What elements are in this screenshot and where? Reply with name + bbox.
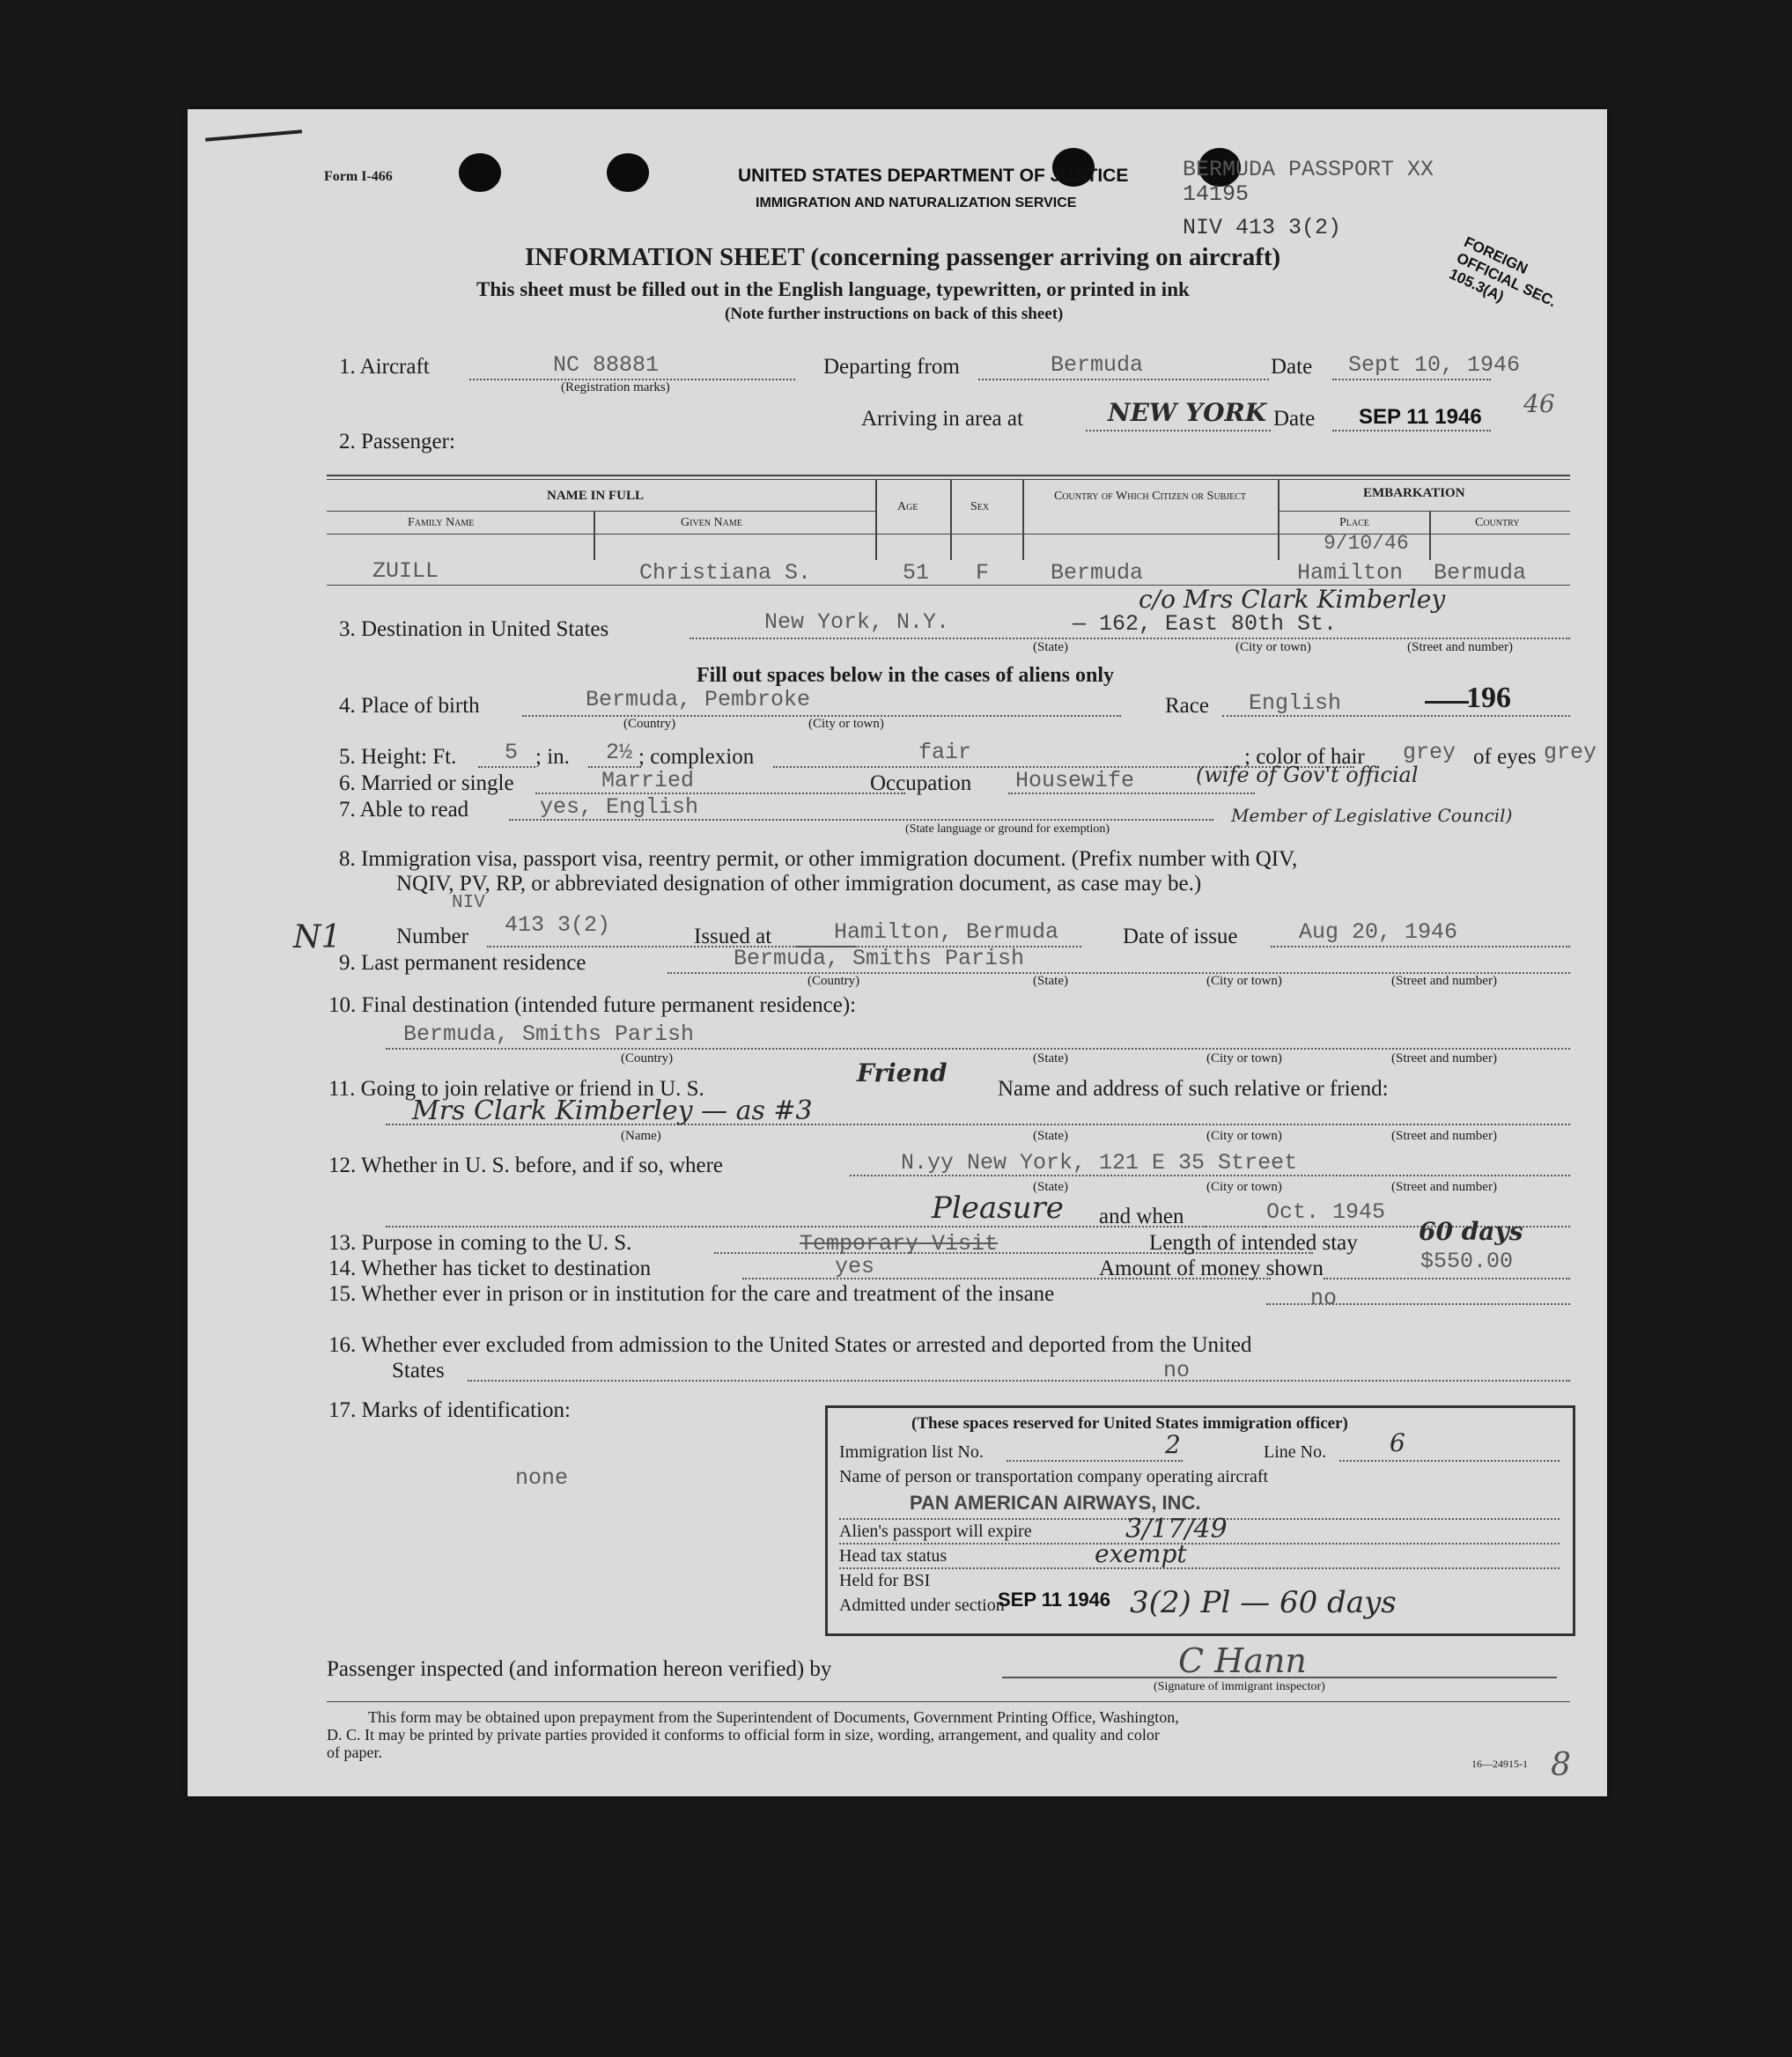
punch-hole	[459, 153, 501, 192]
caption-state: (State)	[1033, 640, 1068, 654]
fill-line	[1332, 379, 1491, 380]
friend-name-value: Mrs Clark Kimberley — as #3	[412, 1095, 813, 1126]
head-tax-label: Head tax status	[839, 1546, 948, 1566]
destination-address: — 162, East 80th St.	[1073, 611, 1338, 637]
q5-label: 5. Height: Ft.	[339, 745, 457, 769]
hair-label: ; color of hair	[1244, 745, 1365, 769]
money-value: $550.00	[1420, 1249, 1514, 1274]
occupation-label: Occupation	[870, 771, 972, 795]
instruction-2: (Note further instructions on back of this sheet)	[725, 305, 1064, 323]
caption-state: (State)	[1033, 974, 1068, 988]
page-mark: 8	[1551, 1747, 1571, 1783]
fill-line	[1007, 1460, 1183, 1462]
caption-state: (State)	[1033, 1051, 1068, 1065]
q16-label-2: States	[392, 1359, 445, 1382]
complexion-value: fair	[918, 740, 972, 765]
operator-value: PAN AMERICAN AIRWAYS, INC.	[910, 1492, 1201, 1514]
table-divider	[1022, 479, 1024, 560]
caption-country: (Country)	[808, 974, 860, 988]
fill-line	[839, 1567, 1560, 1569]
arrival-date-label: Date	[1273, 407, 1316, 431]
fill-line	[478, 766, 535, 768]
caption-country: (Country)	[621, 1051, 674, 1065]
q2-label: 2. Passenger:	[339, 430, 455, 453]
service-heading: IMMIGRATION AND NATURALIZATION SERVICE	[756, 195, 1077, 210]
fill-line	[1271, 946, 1570, 947]
q8-label: 8. Immigration visa, passport visa, reentry permit, or other immigration document. (Prefix number with QIV,	[339, 847, 1298, 871]
caption-country: (Country)	[623, 717, 676, 731]
instruction-1: This sheet must be filled out in the English language, typewritten, or printed in ink	[476, 278, 1190, 300]
fill-line	[1339, 1460, 1560, 1462]
citizen-value: Bermuda	[1051, 560, 1144, 586]
marital-value: Married	[601, 768, 695, 793]
date-label: Date	[1271, 355, 1313, 379]
header-age: Age	[897, 500, 918, 513]
passport-line-1: BERMUDA PASSPORT XX	[1183, 157, 1434, 182]
when-value: Oct. 1945	[1266, 1199, 1386, 1225]
q12-label: 12. Whether in U. S. before, and if so, where	[328, 1154, 724, 1177]
fill-line	[1324, 1278, 1570, 1279]
q1-label: 1. Aircraft	[339, 355, 430, 379]
inches-label: ; in.	[535, 745, 570, 769]
caption-city: (City or town)	[1206, 1129, 1282, 1143]
footer-line-1: This form may be obtained upon prepayment from the Superintendent of Documents, Government Printing Office, Washington,	[368, 1708, 1179, 1726]
q10-label: 10. Final destination (intended future permanent residence):	[328, 993, 857, 1017]
q7-label: 7. Able to read	[339, 798, 469, 822]
friend-name-label: Name and address of such relative or friend:	[998, 1077, 1389, 1101]
date-of-issue-label: Date of issue	[1123, 925, 1238, 948]
form-code: 16—24915-1	[1471, 1758, 1528, 1770]
head-tax-value: exempt	[1095, 1539, 1187, 1568]
caption-street: (Street and number)	[1407, 640, 1513, 654]
table-rule	[327, 475, 1570, 476]
date-of-issue-value: Aug 20, 1946	[1299, 919, 1458, 945]
destination-care-of: c/o Mrs Clark Kimberley	[1139, 585, 1446, 614]
read-value: yes, English	[540, 794, 699, 820]
table-rule	[327, 479, 1570, 480]
q14-label: 14. Whether has ticket to destination	[328, 1257, 652, 1280]
admitted-label: Admitted under section	[839, 1596, 1005, 1615]
table-rule	[327, 511, 875, 512]
fill-line	[1332, 430, 1491, 431]
nl-mark: N1	[293, 919, 342, 955]
form-sheet	[188, 109, 1607, 1796]
money-label: Amount of money shown	[1099, 1257, 1324, 1280]
list-no-label: Immigration list No.	[839, 1442, 984, 1462]
q9-label: 9. Last permanent residence	[339, 951, 586, 975]
form-number: Form I-466	[324, 169, 393, 184]
caption-city: (City or town)	[1206, 1051, 1282, 1065]
marks-value: none	[515, 1465, 569, 1491]
destination-state: New York, N.Y.	[764, 609, 950, 635]
occupation-note: (wife of Gov't official	[1196, 763, 1419, 787]
expire-label: Alien's passport will expire	[839, 1522, 1032, 1541]
caption-street: (Street and number)	[1391, 1051, 1497, 1065]
fill-line	[468, 1380, 1570, 1382]
excluded-value: no	[1163, 1358, 1191, 1383]
arrival-date-hand: 46	[1523, 389, 1555, 418]
ticket-value: yes	[835, 1254, 875, 1279]
given-name-value: Christiana S.	[639, 560, 812, 586]
q13-label: 13. Purpose in coming to the U. S.	[328, 1231, 632, 1255]
bsi-label: Held for BSI	[839, 1571, 931, 1590]
header-sex: Sex	[970, 500, 990, 513]
hair-value: grey	[1403, 740, 1456, 765]
header-place: Place	[1339, 516, 1369, 529]
footer-line-3: of paper.	[327, 1744, 382, 1761]
departing-value: Bermuda	[1051, 352, 1144, 378]
form-title: INFORMATION SHEET (concerning passenger arriving on aircraft)	[525, 243, 1281, 271]
read-caption: (State language or ground for exemption)	[905, 822, 1110, 836]
height-feet: 5	[505, 740, 519, 765]
caption-street: (Street and number)	[1391, 1180, 1497, 1194]
pen-stroke	[1425, 701, 1469, 704]
embark-place-value: Hamilton	[1297, 560, 1404, 586]
punch-hole	[607, 153, 649, 192]
q3-label: 3. Destination in United States	[339, 617, 609, 641]
footer-line-2: D. C. It may be printed by private parties provided it conforms to official form in size, wording, arrangement, and quality and color	[327, 1726, 1160, 1744]
stay-value: 60 days	[1419, 1217, 1523, 1246]
table-divider	[950, 479, 952, 560]
fill-line	[1086, 430, 1271, 431]
issued-label: Issued at	[694, 925, 772, 948]
passport-line-3: NIV 413 3(2)	[1183, 215, 1342, 240]
arrival-date-stamp: SEP 11 1946	[1359, 405, 1482, 429]
fill-line	[386, 1048, 1570, 1050]
header-country: Country	[1475, 516, 1520, 529]
header-embarkation: EMBARKATION	[1363, 486, 1465, 500]
pen-mark	[205, 129, 302, 142]
stay-label: Length of intended stay	[1149, 1231, 1358, 1255]
caption-city: (City or town)	[1206, 1180, 1282, 1194]
admitted-value: 3(2) Pl — 60 days	[1130, 1585, 1397, 1620]
caption-name: (Name)	[621, 1129, 661, 1143]
officer-box-title: (These spaces reserved for United States immigration officer)	[911, 1414, 1348, 1433]
table-divider	[594, 511, 595, 560]
issued-value: Hamilton, Bermuda	[834, 919, 1059, 945]
expire-value: 3/17/49	[1125, 1514, 1228, 1545]
race-code: 196	[1466, 682, 1511, 714]
age-value: 51	[903, 560, 930, 586]
header-country-citizen: Country of Which Citizen or Subject	[1053, 490, 1247, 503]
race-value: English	[1249, 690, 1342, 716]
fill-line	[839, 1543, 1560, 1545]
caption-city: (City or town)	[1235, 640, 1311, 654]
occupation-note-2: Member of Legislative Council)	[1231, 805, 1513, 826]
previous-visit-value: N.yy New York, 121 E 35 Street	[901, 1150, 1298, 1176]
table-divider	[1278, 479, 1279, 560]
complexion-label: ; complexion	[638, 745, 755, 769]
final-destination-value: Bermuda, Smiths Parish	[403, 1021, 695, 1047]
foreign-official-stamp: FOREIGN OFFICIAL SEC. 105.3(A)	[1446, 233, 1560, 311]
signature-caption: (Signature of immigrant inspector)	[1154, 1680, 1325, 1693]
arriving-value: NEW YORK	[1108, 398, 1267, 427]
inspected-label: Passenger inspected (and information hereon verified) by	[327, 1657, 832, 1681]
q17-label: 17. Marks of identification:	[328, 1398, 571, 1422]
caption-street: (Street and number)	[1391, 1129, 1497, 1143]
eyes-value: grey	[1544, 740, 1597, 765]
table-divider	[875, 479, 877, 560]
header-given-name: Given Name	[681, 516, 742, 529]
line-no-label: Line No.	[1264, 1442, 1327, 1462]
fill-line	[978, 379, 1269, 380]
sex-value: F	[976, 560, 990, 586]
caption-state: (State)	[1033, 1129, 1068, 1143]
when-label: and when	[1099, 1205, 1184, 1228]
pleasure-hand: Pleasure	[932, 1191, 1064, 1226]
q16-label: 16. Whether ever excluded from admission to the United States or arrested and deported from the United	[328, 1333, 1252, 1357]
occupation-value: Housewife	[1015, 768, 1135, 793]
purpose-value: Temporary Visit	[800, 1231, 999, 1257]
header-name-in-full: NAME IN FULL	[547, 489, 645, 503]
caption-city: (City or town)	[808, 717, 884, 731]
inspector-signature: C Hann	[1178, 1641, 1307, 1680]
embark-country-value: Bermuda	[1434, 560, 1527, 586]
last-residence-value: Bermuda, Smiths Parish	[734, 946, 1025, 971]
document-number: 413 3(2)	[505, 912, 611, 938]
footer-rule	[327, 1701, 1570, 1702]
department-heading: UNITED STATES DEPARTMENT OF JUSTICE	[738, 166, 1129, 186]
list-no-value: 2	[1165, 1430, 1181, 1459]
aliens-only-note: Fill out spaces below in the cases of aliens only	[697, 664, 1115, 687]
caption-state: (State)	[1033, 1180, 1068, 1194]
q8-label-2: NQIV, PV, RP, or abbreviated designation of other immigration document, as case may be.)	[396, 872, 1202, 896]
q11-label: 11. Going to join relative or friend in U. S.	[328, 1077, 704, 1101]
line-no-value: 6	[1390, 1428, 1405, 1457]
departing-label: Departing from	[823, 355, 960, 379]
header-family-name: Family Name	[408, 516, 475, 529]
aircraft-value: NC 88881	[553, 352, 660, 378]
height-inches: 2½	[606, 740, 633, 765]
departure-date: Sept 10, 1946	[1348, 352, 1521, 378]
embark-date-value: 9/10/46	[1324, 532, 1409, 555]
q6-label: 6. Married or single	[339, 771, 514, 795]
birth-place-value: Bermuda, Pembroke	[586, 687, 811, 712]
fill-line	[690, 638, 1570, 639]
caption-city: (City or town)	[1206, 974, 1282, 988]
table-rule	[1278, 511, 1570, 512]
arriving-label: Arriving in area at	[861, 407, 1023, 431]
registration-caption: (Registration marks)	[561, 380, 670, 394]
operator-label: Name of person or transportation company operating aircraft	[839, 1467, 1269, 1486]
q15-label: 15. Whether ever in prison or in institution for the care and treatment of the insane	[328, 1282, 1055, 1306]
eyes-label: of eyes	[1473, 745, 1537, 769]
q4-label: 4. Place of birth	[339, 694, 480, 718]
friend-hand: Friend	[857, 1058, 948, 1087]
admitted-stamp: SEP 11 1946	[998, 1589, 1111, 1611]
niv-prefix: NIV	[452, 893, 485, 913]
passport-line-2: 14195	[1183, 181, 1250, 207]
family-name-value: ZUILL	[372, 558, 439, 584]
table-divider	[1429, 511, 1431, 560]
number-label: Number	[396, 925, 468, 948]
caption-street: (Street and number)	[1391, 974, 1497, 988]
race-label: Race	[1165, 694, 1209, 718]
prison-value: no	[1310, 1286, 1338, 1311]
